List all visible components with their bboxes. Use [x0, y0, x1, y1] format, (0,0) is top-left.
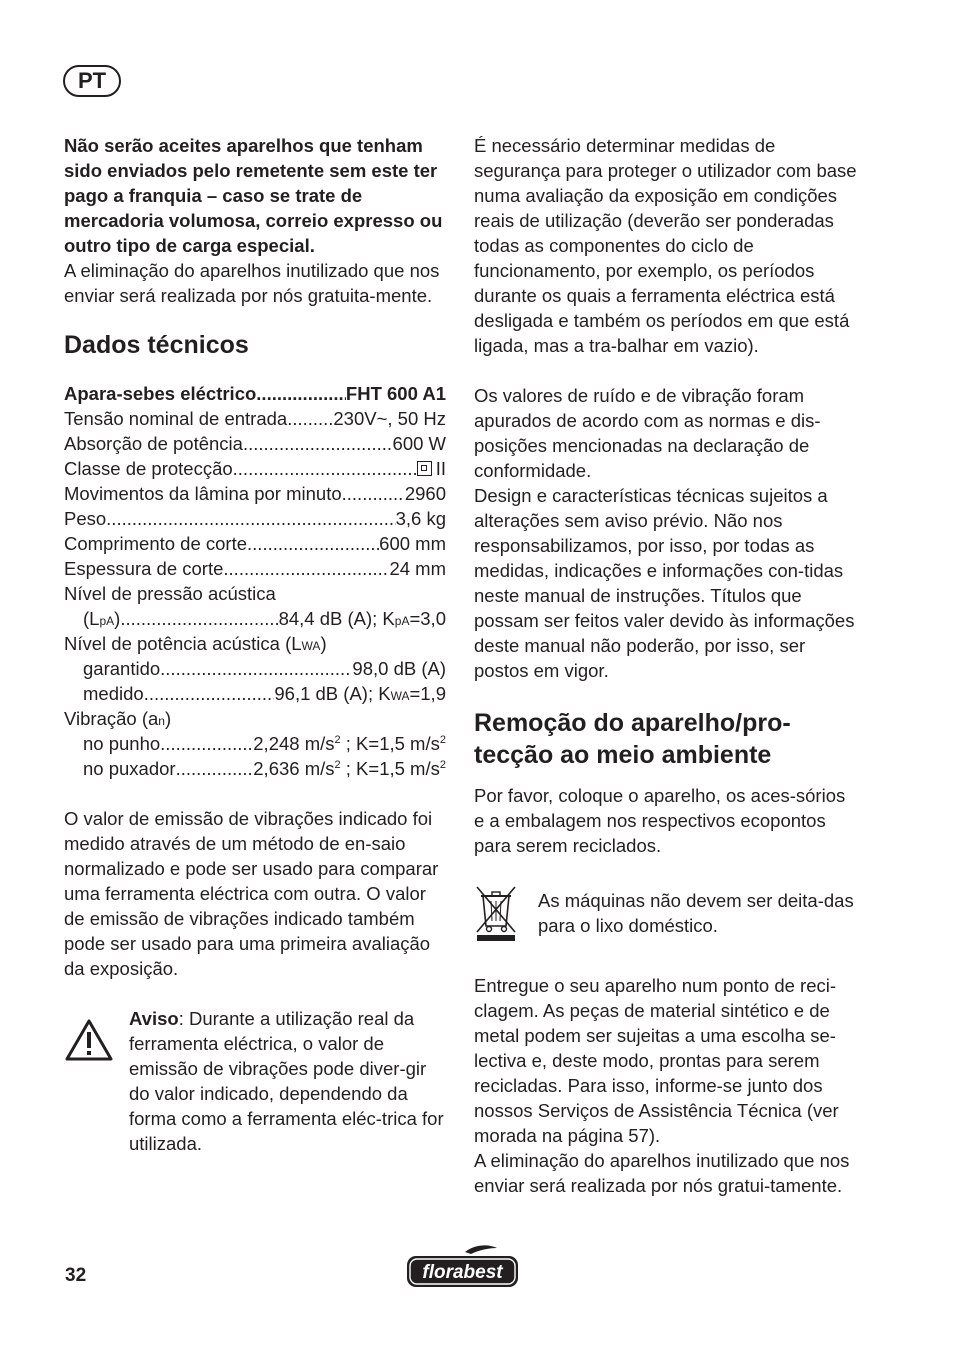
warning-block	[64, 1006, 446, 1156]
spec-value	[253, 756, 446, 781]
spec-sound-pressure	[64, 606, 446, 631]
warning-icon	[64, 1006, 129, 1156]
spec-label: no puxador	[83, 758, 176, 779]
leader-dots	[256, 381, 346, 406]
heading-text: Nível de potência acústica (L	[64, 633, 302, 654]
logo-text: florabest	[422, 1262, 503, 1283]
spec-label: no punho	[83, 733, 161, 754]
protection-class-ii-icon	[417, 461, 432, 476]
spec-label: Peso	[64, 508, 107, 529]
spec-value	[274, 681, 446, 709]
noise-values-text: Os valores de ruído e de vibração foram apurados de acordo com as normas e dis-posições mencionadas na declaração de conformidade.	[474, 385, 821, 481]
spec-label: Comprimento de corte	[64, 533, 248, 554]
leader-dots	[106, 506, 395, 531]
subscript: n	[158, 714, 165, 728]
spec-value	[279, 606, 446, 634]
spec-label: Absorção de potência	[64, 433, 243, 454]
k-value: =3,0	[409, 608, 446, 629]
warning-body: : Durante a utilização real da ferramenta eléctrica, o valor de emissão de vibrações pode diver-gir do valor indicado, dependendo da forma como a ferramenta eléc-trica for utilizada.	[129, 1008, 444, 1154]
weee-text: As máquinas não devem ser deita-das para o lixo doméstico.	[538, 890, 854, 936]
weee-block	[474, 882, 860, 948]
spec-value: 600 W	[392, 433, 446, 454]
subscript: WA	[301, 639, 321, 653]
spec-sound-power-heading	[64, 631, 446, 656]
measured-value: 96,1 dB (A); K	[274, 683, 391, 704]
spec-vibration-grip	[64, 731, 446, 756]
spec-value	[417, 456, 446, 481]
spec-value: 2960	[404, 483, 446, 504]
page-number: 32	[65, 1265, 87, 1286]
design-changes-text: Design e características técnicas sujeitos a alterações sem aviso prévio. Não nos responsabilizamos, por isso, por todas as medidas, indicações e informações con-tidas neste manual de instruções. Títulos que possam ser feitos valer devido às informações deste manual não poderão, por isso, ser postos em vigor.	[474, 485, 855, 681]
spec-value: 3,6 kg	[395, 508, 446, 529]
spec-sound-pressure-heading: Nível de pressão acústica	[64, 583, 276, 604]
leader-dots	[160, 731, 253, 756]
leader-dots	[243, 431, 393, 456]
spec-protection-class	[64, 456, 446, 481]
disposal-notice: A eliminação do aparelhos inutilizado que nos enviar será realizada por nós gratuita-mente.	[64, 260, 440, 306]
free-disposal-text: A eliminação do aparelhos inutilizado que nos enviar será realizada por nós gratui-tamente.	[474, 1150, 850, 1196]
superscript: 2	[334, 733, 341, 746]
language-code: PT	[77, 68, 107, 93]
technical-data-heading: Dados técnicos	[64, 331, 249, 359]
spec-list	[64, 381, 446, 781]
spec-voltage	[64, 406, 446, 431]
subscript: WA	[390, 689, 410, 703]
leader-dots	[247, 531, 379, 556]
spec-power	[64, 431, 446, 456]
leader-dots	[287, 406, 333, 431]
spec-vibration-heading	[64, 706, 446, 731]
spec-label: Apara-sebes eléctrico	[64, 383, 257, 404]
language-badge	[63, 65, 121, 97]
florabest-logo	[405, 1244, 520, 1290]
spec-guaranteed	[64, 656, 446, 681]
paren-text: )	[114, 608, 121, 629]
leader-dots	[160, 656, 352, 681]
spec-measured	[64, 681, 446, 706]
spec-strokes	[64, 481, 446, 506]
heading-text: Vibração (a	[64, 708, 159, 729]
superscript: 2	[439, 758, 446, 771]
spec-cut-length	[64, 531, 446, 556]
heading-text: )	[320, 633, 327, 654]
spec-weight	[64, 506, 446, 531]
leader-dots	[342, 481, 405, 506]
spec-label: garantido	[83, 658, 161, 679]
disposal-heading: Remoção do aparelho/pro-tecção ao meio ambiente	[474, 709, 791, 769]
spec-cut-thickness	[64, 556, 446, 581]
leader-dots	[223, 556, 389, 581]
spec-value: 98,0 dB (A)	[352, 658, 446, 679]
right-column	[474, 133, 860, 1198]
leader-dots	[233, 456, 417, 481]
subscript: pA	[99, 614, 115, 628]
warning-label: Aviso	[129, 1008, 179, 1029]
paren-text: (L	[83, 608, 100, 629]
k-value: ; K=1,5 m/s	[340, 758, 440, 779]
vibration-value: 2,248 m/s	[253, 733, 335, 754]
pressure-value: 84,4 dB (A); K	[278, 608, 395, 629]
spec-model	[64, 381, 446, 406]
left-column	[64, 133, 446, 1156]
spec-label: Espessura de corte	[64, 558, 224, 579]
spec-label: Tensão nominal de entrada	[64, 408, 288, 429]
spec-value: 24 mm	[389, 558, 446, 579]
vibration-emission-text: O valor de emissão de vibrações indicado foi medido através de um método de en-saio normalizado e pode ser usado para comparar uma ferramenta eléctrica com outra. O valor de emissão de vibrações indicado também pode ser usado para uma primeira avaliação da exposição.	[64, 808, 439, 979]
spec-label	[83, 606, 120, 634]
shipping-notice: Não serão aceites aparelhos que tenham sido enviados pelo remetente sem este ter pago a franquia – caso se trate de mercadoria volumosa, correio expresso ou outro tipo de carga especial.	[64, 135, 443, 256]
safety-measures-text: É necessário determinar medidas de segurança para proteger o utilizador com base numa avaliação da exposição em condições reais de utilização (deverão ser ponderadas todas as componentes do ciclo de funcionamento, por exemplo, os períodos durante os quais a ferramenta eléctrica está desligada e também os períodos em que está ligada, mas a tra-balhar em vazio).	[474, 135, 857, 356]
spec-value: FHT 600 A1	[345, 383, 446, 404]
spec-value: 600 mm	[379, 533, 446, 554]
warning-text	[129, 1006, 446, 1156]
spec-label: Movimentos da lâmina por minuto	[64, 483, 342, 504]
recycle-text: Por favor, coloque o aparelho, os aces-sórios e a embalagem nos respectivos ecopontos para serem reciclados.	[474, 785, 846, 856]
heading-text: )	[164, 708, 172, 729]
spec-label: Classe de protecção	[64, 458, 233, 479]
return-device-text: Entregue o seu aparelho num ponto de reci-clagem. As peças de material sintético e de metal podem ser sujeitas a uma escolha se-lectiva e, deste modo, prontas para serem recicladas. Para isso, informe-se junto dos nossos Serviços de Assistência Técnica (ver morada na página 57).	[474, 975, 839, 1146]
spec-vibration-handle	[64, 756, 446, 781]
spec-label: medido	[83, 683, 144, 704]
leader-dots	[144, 681, 275, 706]
leader-dots	[120, 606, 278, 631]
class-value: II	[435, 458, 446, 479]
superscript: 2	[439, 733, 446, 746]
crossed-bin-icon	[474, 882, 538, 948]
spec-value	[253, 731, 446, 756]
spec-value: 230V~, 50 Hz	[333, 408, 446, 429]
superscript: 2	[334, 758, 341, 771]
leader-dots	[176, 756, 254, 781]
vibration-value: 2,636 m/s	[253, 758, 335, 779]
k-value: ; K=1,5 m/s	[340, 733, 440, 754]
k-value: =1,9	[409, 683, 446, 704]
subscript: pA	[394, 614, 410, 628]
